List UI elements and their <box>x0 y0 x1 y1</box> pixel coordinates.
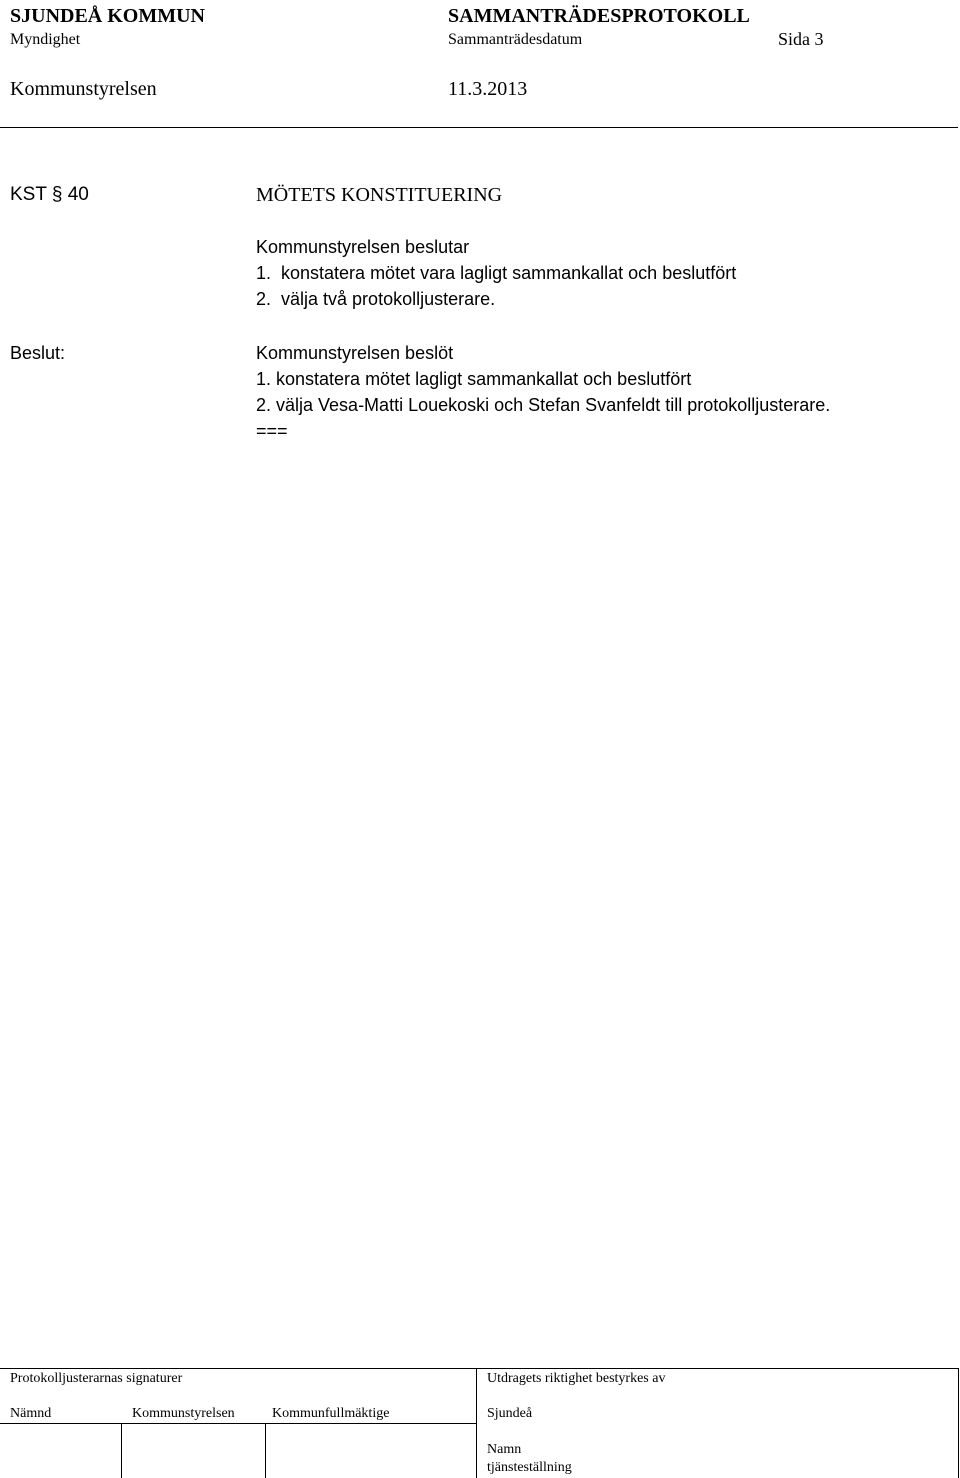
footer-divider <box>0 1368 958 1369</box>
proposal-intro: Kommunstyrelsen beslutar <box>256 237 470 257</box>
document-type: SAMMANTRÄDESPROTOKOLL <box>448 5 750 27</box>
footer-column-divider <box>476 1368 477 1478</box>
footer-right-edge <box>958 1368 959 1478</box>
municipality-name: SJUNDEÅ KOMMUN <box>10 5 205 27</box>
decision-intro: Kommunstyrelsen beslöt <box>256 343 454 363</box>
certified-label: Utdragets riktighet bestyrkes av <box>487 1371 666 1386</box>
signatures-label: Protokolljusterarnas signaturer <box>10 1371 183 1386</box>
proposal-item-1: 1. konstatera mötet vara lagligt sammankallat och beslutfört <box>256 263 737 283</box>
decision-item-2: 2. välja Vesa-Matti Louekoski och Stefan Svanfeldt till protokolljusterare. <box>256 395 831 415</box>
meeting-date-label: Sammanträdesdatum <box>448 31 583 48</box>
section-code: KST § 40 <box>10 184 89 205</box>
decision-item-1: 1. konstatera mötet lagligt sammankallat och beslutfört <box>256 369 692 389</box>
authority-name: Kommunstyrelsen <box>10 78 157 100</box>
header-divider <box>0 127 958 128</box>
signature-row-divider <box>0 1423 476 1424</box>
signature-box-divider-1 <box>121 1423 122 1478</box>
decision-label: Beslut: <box>10 343 66 363</box>
section-title: MÖTETS KONSTITUERING <box>256 184 503 206</box>
place: Sjundeå <box>487 1406 533 1421</box>
page-number: Sida 3 <box>778 29 824 49</box>
meeting-date: 11.3.2013 <box>448 78 528 100</box>
proposal-item-2: 2. välja två protokolljusterare. <box>256 289 496 309</box>
body-label: Nämnd <box>10 1406 52 1421</box>
authority-label: Myndighet <box>10 31 81 48</box>
body-1: Kommunstyrelsen <box>132 1406 235 1421</box>
body-2: Kommunfullmäktige <box>272 1406 390 1421</box>
name-label: Namn <box>487 1442 522 1457</box>
decision-end-mark: === <box>256 421 288 441</box>
title-label: tjänsteställning <box>487 1460 572 1475</box>
signature-box-divider-2 <box>265 1423 266 1478</box>
